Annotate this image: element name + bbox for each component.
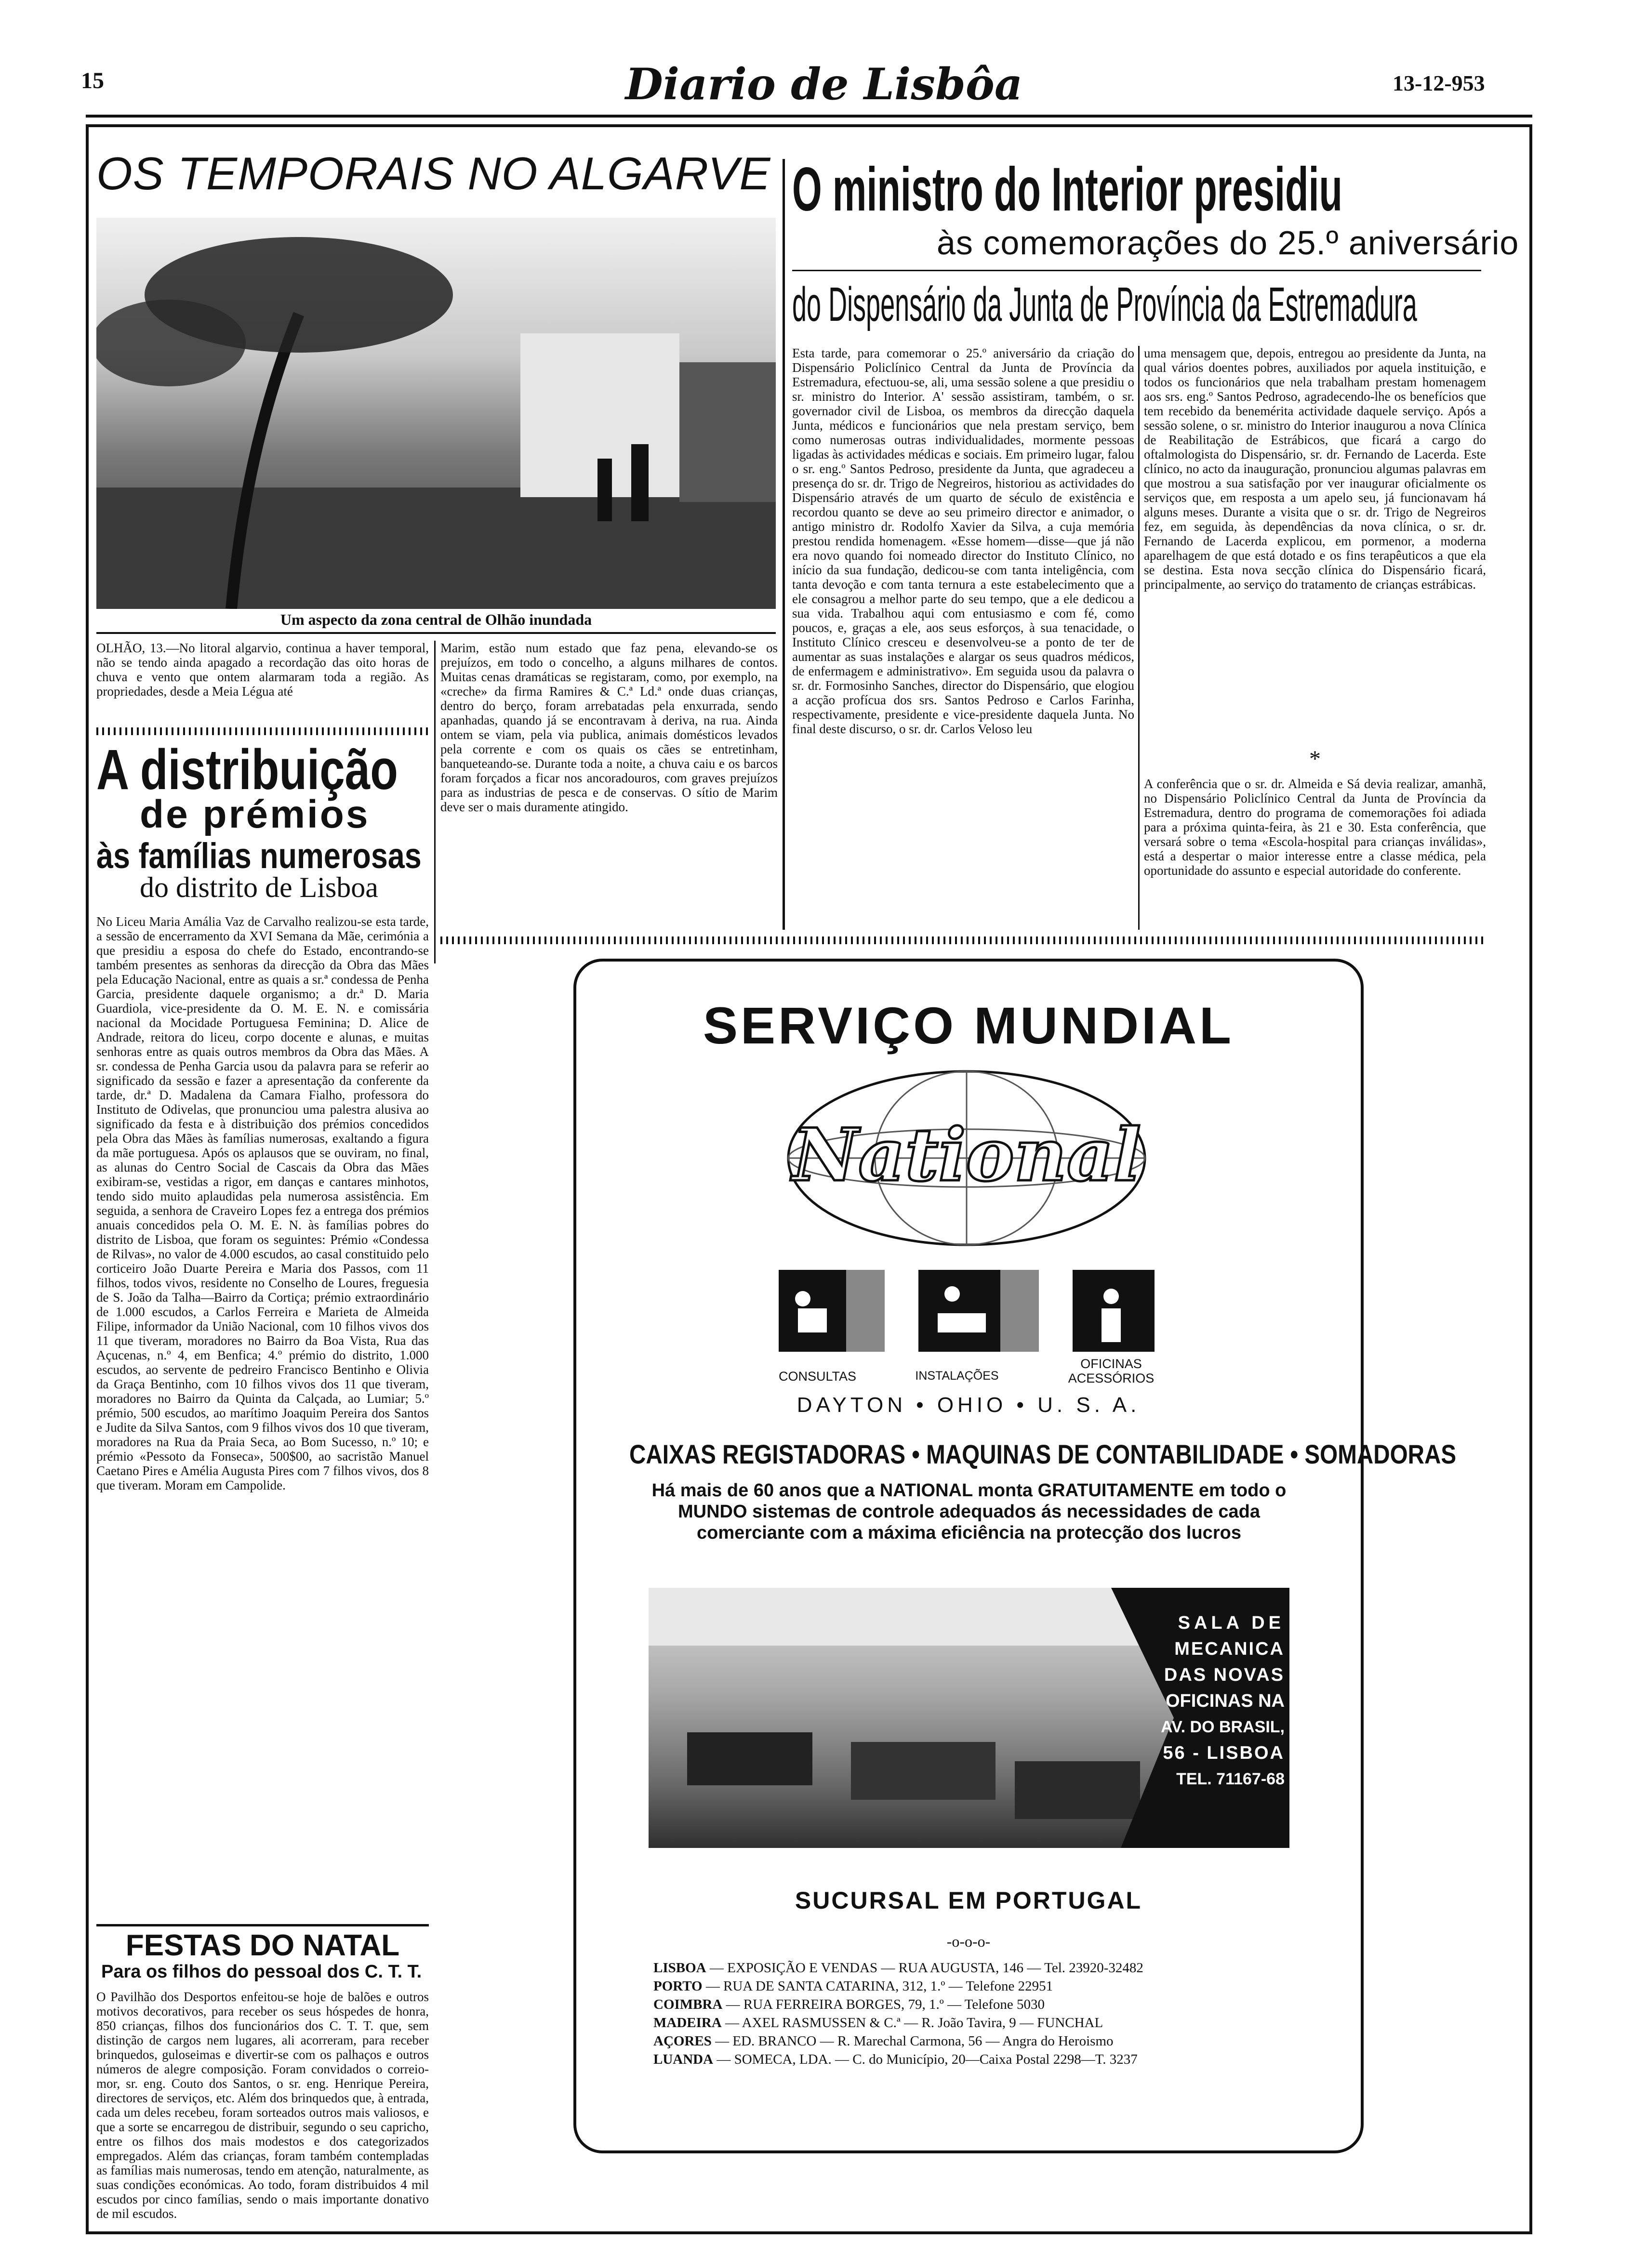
distribuicao-headline: A distribuição: [96, 738, 398, 802]
ministro-rule: [792, 270, 1481, 271]
algarve-photo: [96, 218, 776, 609]
ministro-subhead-2: do Dispensário da Junta de Província da Estremadura: [792, 277, 1417, 331]
ministro-headline: O ministro do Interior presidiu: [792, 155, 1343, 224]
address-acores: AÇORES — ED. BRANCO — R. Marechal Carmona, 56 — Angra do Heroismo: [653, 2033, 1114, 2049]
ministro-col2: uma mensagem que, depois, entregou ao presidente da Junta, na qual vários doentes pobres, auxiliados por aquela instituição, e todos os funcionários que nela trabalham prestam homenagem aos srs. eng.º Santos Pedroso, agradecendo-lhe os benefícios que tem recebido da benemérita actividade daquele serviço. Após a sessão solene, o sr. ministro do Interior inaugurou a nova Clínica de Reabilitação de Estrábicos, que ficará a cargo do oftalmologista do Dispensário, sr. dr. Fernando de Lacerda. Este clínico, no acto da inauguração, pronunciou algumas palavras em que mostrou a sua satisfação por ver inaugurar oficialmente os serviços que, em resposta a um apelo seu, já funcionavam há alguns meses. Durante a visita que o sr. dr. Trigo de Negreiros fez, em seguida, às dependências da nova clínica, o sr. dr. Fernando de Lacerda explicou, em pormenor, a moderna aparelhagem de que está dotado e os fins terapêuticos a que ela se destina. Esta nova secção clínica do Dispensário ficará, principalmente, ao serviço do tratamento de crianças estrábicas.: [1144, 346, 1486, 592]
ornament-rule-2: [440, 936, 1486, 944]
address-madeira: MADEIRA — AXEL RASMUSSEN & C.ª — R. João Tavira, 9 — FUNCHAL: [653, 2015, 1103, 2031]
sala-line-7: TEL. 71167-68: [1176, 1770, 1285, 1788]
ad-panel-label-2: INSTALAÇÕES: [915, 1369, 999, 1383]
sala-line-3: DAS NOVAS: [1164, 1665, 1285, 1685]
ad-brand: National: [792, 1113, 1141, 1198]
ad-panel-label-1: CONSULTAS: [779, 1369, 857, 1384]
sala-line-6: 56 - LISBOA: [1163, 1743, 1285, 1763]
photo-caption: Um aspecto da zona central de Olhão inundada: [280, 611, 592, 628]
issue-date: 13-12-953: [1393, 71, 1485, 95]
ad-divider: -o-o-o-: [946, 1933, 991, 1950]
ad-sucursal: SUCURSAL EM PORTUGAL: [795, 1887, 1142, 1914]
ad-origin: DAYTON • OHIO • U. S. A.: [796, 1393, 1141, 1417]
ad-tagline: Há mais de 60 anos que a NATIONAL monta GRATUITAMENTE em todo o MUNDO sistemas de controle adequados ás necessidades de cada comerciante com a máxima eficiência na protecção dos lucros: [651, 1480, 1287, 1543]
sala-line-4: OFICINAS NA: [1166, 1691, 1285, 1711]
header-rule: [86, 115, 1532, 118]
masthead: Diario de Lisbôa: [625, 59, 1023, 110]
sala-line-1: SALA DE: [1178, 1613, 1285, 1633]
address-luanda: LUANDA — SOMECA, LDA. — C. do Município, 20—Caixa Postal 2298—T. 3237: [653, 2052, 1138, 2067]
ad-title: SERVIÇO MUNDIAL: [703, 996, 1234, 1055]
distribuicao-body: No Liceu Maria Amália Vaz de Carvalho realizou-se esta tarde, a sessão de encerramento da XVI Semana da Mãe, cerimónia a que presidiu a esposa do chefe do Estado, encontrando-se também presentes as senhoras da direcção da Obra das Mães pela Educação Nacional, entre as quais a sr.ª condessa de Penha Garcia, presidente daquele organismo; a dr.ª D. Maria Guardiola, vice-presidente da O. M. E. N. e comissária nacional da Mocidade Portuguesa Feminina; D. Alice de Andrade, reitora do liceu, corpo docente e alunas, e muitas senhoras entre as quais outros membros da Obra das Mães. A sr. condessa de Penha Garcia usou da palavra para se referir ao significado da sessão e fazer a apresentação da conferente da tarde, dr.ª D. Madalena da Camara Fialho, professora do Instituto de Odivelas, que pronunciou uma palestra alusiva ao significado da festa e à distribuição dos prémios concedidos pela Obra das Mães às famílias numerosas, exaltando a figura da mãe portuguesa. Após os aplausos que se ouviram, no final, as alunas do Centro Social de Cascais da Obra das Mães exibiram-se, vestidas a rigor, em danças e cantares minhotos, tendo sido muito aplaudidas pela numerosa assistência. Em seguida, a senhora de Craveiro Lopes fez a entrega dos prémios anuais concedidos pela O. M. E. N. às famílias pobres do distrito de Lisboa, que foram os seguintes: Prémio «Condessa de Rilvas», no valor de 4.000 escudos, ao casal constituido pelo corticeiro João Duarte Pereira e Maria dos Passos, com 11 filhos, todos vivos, residente no Conselho de Loures, freguesia de S. João da Talha—Bairro da Cortiça; prémio extraordinário de 1.000 escudos, a Carlos Ferreira e Marieta de Almeida Filipe, informador da União Nacional, com 10 filhos vivos dos 11 que tiveram, moradores no Bairro da Boa Vista, Rua das Açucenas, n.º 4, em Benfica; 4.º prémio do distrito, 1.000 escudos, ao servente de pedreiro Francisco Bentinho e Olivia da Graça Bentinho, com 10 filhos vivos dos 11 que tiveram, moradores no Bairro da Quinta da Calçada, ao Lumiar; 5.º prémio, 500 escudos, ao marítimo Joaquim Pereira dos Santos e Judite da Silva Santos, com 9 filhos vivos dos 10 que tiveram, moradores na Rua da Praia Seca, ao Bom Sucesso, n.º 10; e prémio «Pessoto da Fonseca», 500$00, ao sacristão Manuel Caetano Pires e Amélia Augusta Pires com 7 filhos vivos, dos 8 que tiveram. Moram em Campolide.: [96, 914, 429, 1492]
column-divider-top: [783, 159, 785, 930]
section-star: *: [1309, 746, 1321, 772]
ad-panels: [779, 1270, 1159, 1366]
algarve-headline: OS TEMPORAIS NO ALGARVE: [96, 148, 771, 199]
page-number: 15: [81, 68, 104, 93]
ad-addresses: [653, 1959, 1299, 2069]
ad-products: CAIXAS REGISTADORAS • MAQUINAS DE CONTABILIDADE • SOMADORAS: [629, 1439, 1457, 1469]
ornament-rule-1: [96, 727, 429, 735]
natal-body: O Pavilhão dos Desportos enfeitou-se hoje de balões e outros motivos decorativos, para receber os seus hóspedes de honra, 850 crianças, filhos dos funcionários dos C. T. T. que, sem distinção de cargos nem lugares, ali acorreram, para receber brinquedos, guloseimas e divertir-se com os palhaços e outros números de alegre composição. Foram convidados o correio-mor, sr. eng. Couto dos Santos, o sr. eng. Henrique Pereira, directores de serviços, etc. Além dos brinquedos que, à entrada, cada um deles recebeu, foram sorteados outros mais valiosos, e que a sorte se encarregou de distribuir, segundo o seu capricho, entre os filhos dos mais modestos e dos categorizados empregados. Além das crianças, foram também contempladas as famílias mais numerosas, tendo em atenção, naturalmente, as suas condições económicas. Ao todo, foram distribuidos 4 mil escudos por cinco famílias, sendo o mais importante donativo de mil escudos.: [96, 1990, 429, 2221]
sala-line-5: AV. DO BRASIL,: [1161, 1718, 1285, 1736]
distribuicao-subhead-1: de prémios: [140, 792, 370, 836]
natal-headline: FESTAS DO NATAL: [96, 1924, 429, 1963]
flood-scene-illustration: [96, 218, 776, 609]
ministro-subhead: às comemorações do 25.º aniversário: [937, 224, 1519, 262]
algarve-text-col1: OLHÃO, 13.—No litoral algarvio, continua a haver temporal, não se tendo ainda apagado a recordação das oito horas de chuva e vento que ontem alarmaram toda a região. As propriedades, desde a Meia Légua até: [96, 641, 429, 699]
ad-globe: [783, 1067, 1150, 1250]
distribuicao-subhead-2: às famílias numerosas: [96, 836, 422, 876]
column-divider-2: [1138, 346, 1140, 930]
column-divider-1: [434, 641, 436, 963]
address-porto: PORTO — RUA DE SANTA CATARINA, 312, 1.º — Telefone 22951: [653, 1978, 1053, 1994]
service-panels-illustration: [779, 1270, 1159, 1366]
algarve-text-col2: Marim, estão num estado que faz pena, elevando-se os prejuízos, em todo o concelho, a alguns milhares de contos. Muitas cenas dramáticas se registaram, como, por exemplo, na «creche» da firma Ramires & C.ª Ld.ª onde duas crianças, dentro do berço, foram arrebatadas pela enxurrada, sendo apanhadas, quando já se encontravam à deriva, na rua. Ainda ontem se viam, pela via publica, animais domésticos levados pela corrente e com os quais os cães se entretinham, banqueteando-se. Durante toda a noite, a chuva caiu e os barcos foram forçados a ficar nos ancoradouros, com graves prejuízos para as industrias de pesca e de conservas. O sítio de Marim deve ser o mais duramente atingido.: [440, 641, 778, 814]
ministro-col2b: A conferência que o sr. dr. Almeida e Sá devia realizar, amanhã, no Dispensário Policlínico Central da Junta de Província da Estremadura, dentro do programa de comemorações foi adiada para a próxima quinta-feira, às 21 e 30. Esta conferência, que versará sobre o tema «Escola-hospital para crianças inválidas», está a despertar o maior interesse entre a classe médica, pela oportunidade do assunto e especial autoridade do conferente.: [1144, 777, 1486, 878]
sala-line-2: MECANICA: [1174, 1639, 1285, 1659]
address-coimbra: COIMBRA — RUA FERREIRA BORGES, 79, 1.º — Telefone 5030: [653, 1997, 1045, 2012]
ad-sala: [1121, 1610, 1285, 1792]
ad-panel-label-3: OFICINAS ACESSÓRIOS: [1068, 1357, 1155, 1385]
distribuicao-subhead-3: do distrito de Lisboa: [140, 871, 378, 903]
natal-subhead: Para os filhos do pessoal dos C. T. T.: [101, 1962, 422, 1982]
caption-rule: [96, 632, 776, 634]
address-lisboa: LISBOA — EXPOSIÇÃO E VENDAS — RUA AUGUSTA, 146 — Tel. 23920-32482: [653, 1960, 1143, 1976]
national-ad: [573, 959, 1457, 2153]
ministro-col1: Esta tarde, para comemorar o 25.º aniversário da criação do Dispensário Policlínico Central da Junta de Província da Estremadura, efectuou-se, ali, uma sessão solene a que presidiu o sr. ministro do Interior. A' sessão assistiram, também, o sr. governador civil de Lisboa, os membros da direcção daquela Junta, médicos e funcionários que nela prestam serviço, bem como numerosas outras individualidades, mormente pessoas ligadas às actividades médicas e sociais. Em primeiro lugar, falou o sr. eng.º Santos Pedroso, presidente da Junta, que agradeceu a presença do sr. dr. Trigo de Negreiros, historiou as actividades do Dispensário através de um quarto de século de existência e recordou quanto se deve ao seu primeiro director e animador, o antigo ministro dr. Rodolfo Xavier da Silva, a cuja memória prestou rendida homenagem. «Esse homem—disse—que já não era novo quando foi nomeado director do Instituto Clínico, no início da sua fundação, dedicou-se com tanta inteligência, com tanta devoção e com tanta ternura a este estabelecimento que a ele consagrou a melhor parte do seu tempo, que a ele dedicou a sua vida. Trabalhou aqui com entusiasmo e com fé, como poucos, e, graças a ele, aos seus esforços, à sua tenacidade, o Instituto Clínico cresceu e desenvolveu-se a ponto de ter de aumentar as suas instalações e alargar os seus quadros médicos, de enfermagem e administrativo». Em seguida usou da palavra o sr. dr. Formosinho Sanches, director do Dispensário, que elogiou a acção profícua dos srs. Santos Pedroso e Carlos Farinha, respectivamente, presidente e vice-presidente daquela Junta. No final deste discurso, o sr. dr. Carlos Veloso leu: [792, 346, 1134, 736]
